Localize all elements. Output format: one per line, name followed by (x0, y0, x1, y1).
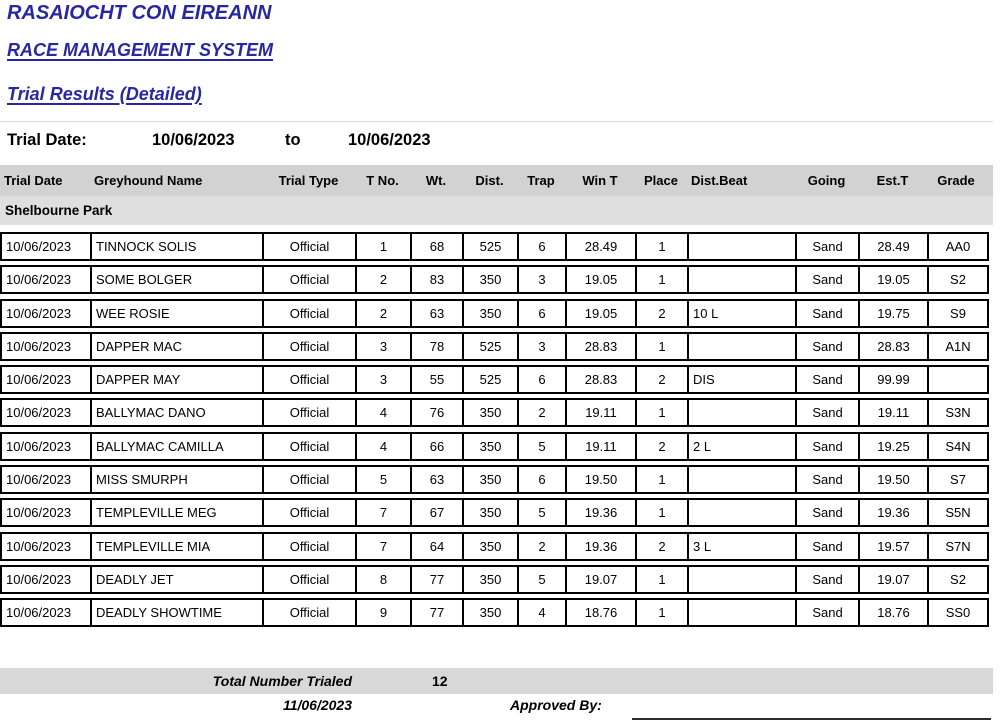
column-header-trap: Trap (527, 173, 555, 188)
cell-greyhound-name: BALLYMAC DANO (92, 400, 264, 425)
cell-trial-date: 10/06/2023 (2, 467, 92, 492)
column-header-trial-date: Trial Date (4, 173, 63, 188)
cell-wt: 67 (412, 500, 464, 525)
cell-place: 1 (637, 267, 689, 292)
cell-grade: S2 (950, 571, 966, 587)
table-row (0, 365, 989, 394)
cell-dist: 525 (464, 234, 519, 259)
cell-trap: 6 (519, 467, 567, 492)
cell-dist: 350 (464, 434, 519, 459)
cell-place: 2 (637, 434, 689, 459)
cell-t-no: 1 (357, 234, 412, 259)
cell-going: Sand (797, 301, 860, 326)
cell-trial-date: 10/06/2023 (2, 400, 92, 425)
cell-dist: 350 (464, 267, 519, 292)
cell-going: Sand (797, 334, 860, 359)
cell-t-no: 4 (357, 434, 412, 459)
cell-grade: SS0 (945, 605, 971, 621)
column-header-est-t: Est.T (876, 173, 909, 188)
cell-dist-beat: 10 L (689, 301, 797, 326)
column-header-win-t: Win T (582, 173, 618, 188)
cell-trial-type: Official (264, 334, 357, 359)
cell-win-t: 19.36 (567, 500, 637, 525)
cell-trial-type: Official (264, 434, 357, 459)
table-row (0, 498, 989, 527)
cell-trial-type: Official (264, 500, 357, 525)
cell-dist: 350 (464, 301, 519, 326)
cell-wt: 77 (412, 600, 464, 625)
cell-dist-beat: 2 L (689, 434, 797, 459)
cell-going: Sand (797, 467, 860, 492)
cell-trial-type: Official (264, 534, 357, 559)
cell-t-no: 7 (357, 500, 412, 525)
cell-trap: 2 (519, 400, 567, 425)
cell-dist-beat: 3 L (689, 534, 797, 559)
cell-place: 1 (637, 500, 689, 525)
column-header-dist-beat: Dist.Beat (691, 173, 748, 188)
cell-wt: 76 (412, 400, 464, 425)
cell-t-no: 5 (357, 467, 412, 492)
cell-wt: 77 (412, 567, 464, 592)
cell-t-no: 3 (357, 334, 412, 359)
trial-date-to: 10/06/2023 (348, 131, 431, 149)
cell-win-t: 19.36 (567, 534, 637, 559)
approved-by-label: Approved By: (510, 697, 602, 713)
cell-greyhound-name: TEMPLEVILLE MIA (92, 534, 264, 559)
cell-est-t: 19.11 (860, 400, 929, 425)
signature-line (632, 718, 991, 720)
column-header-dist: Dist. (475, 173, 504, 188)
total-trialed-label: Total Number Trialed (212, 673, 352, 689)
cell-dist-beat (689, 334, 797, 359)
cell-wt: 64 (412, 534, 464, 559)
cell-trap: 4 (519, 600, 567, 625)
cell-going: Sand (797, 400, 860, 425)
table-row (0, 265, 989, 294)
cell-wt: 78 (412, 334, 464, 359)
cell-place: 2 (637, 367, 689, 392)
cell-win-t: 28.83 (567, 334, 637, 359)
cell-est-t: 18.76 (860, 600, 929, 625)
cell-est-t: 19.07 (860, 567, 929, 592)
trial-date-to-label: to (285, 131, 301, 149)
cell-greyhound-name: SOME BOLGER (92, 267, 264, 292)
cell-trial-date: 10/06/2023 (2, 534, 92, 559)
column-header-grade: Grade (937, 173, 975, 188)
column-header-t-no: T No. (366, 173, 399, 188)
cell-win-t: 19.07 (567, 567, 637, 592)
cell-dist-beat (689, 400, 797, 425)
cell-trial-date: 10/06/2023 (2, 434, 92, 459)
cell-est-t: 28.83 (860, 334, 929, 359)
cell-dist: 525 (464, 334, 519, 359)
cell-trial-date: 10/06/2023 (2, 500, 92, 525)
cell-greyhound-name: BALLYMAC CAMILLA (92, 434, 264, 459)
results-table-body (0, 232, 989, 632)
cell-place: 2 (637, 301, 689, 326)
cell-est-t: 19.50 (860, 467, 929, 492)
cell-wt: 63 (412, 467, 464, 492)
cell-going: Sand (797, 567, 860, 592)
track-name: Shelbourne Park (5, 203, 113, 218)
table-column-headers (0, 165, 993, 196)
table-row (0, 398, 989, 427)
cell-grade: S9 (950, 305, 966, 321)
column-header-place: Place (644, 173, 678, 188)
org-title: RASAIOCHT CON EIREANN (7, 2, 272, 24)
cell-wt: 83 (412, 267, 464, 292)
cell-t-no: 7 (357, 534, 412, 559)
cell-grade: AA0 (945, 239, 971, 254)
cell-grade: A1N (945, 338, 971, 354)
cell-trap: 5 (519, 567, 567, 592)
cell-trial-date: 10/06/2023 (2, 301, 92, 326)
cell-going: Sand (797, 267, 860, 292)
cell-trial-type: Official (264, 600, 357, 625)
column-header-going: Going (807, 173, 846, 188)
cell-place: 1 (637, 467, 689, 492)
cell-win-t: 19.05 (567, 267, 637, 292)
column-header-greyhound-name: Greyhound Name (94, 173, 203, 188)
cell-trap: 6 (519, 301, 567, 326)
cell-place: 1 (637, 400, 689, 425)
cell-t-no: 9 (357, 600, 412, 625)
cell-going: Sand (797, 234, 860, 259)
cell-trial-type: Official (264, 301, 357, 326)
system-title: RACE MANAGEMENT SYSTEM (7, 40, 274, 60)
table-row (0, 232, 989, 261)
cell-place: 1 (637, 567, 689, 592)
cell-est-t: 28.49 (860, 234, 929, 259)
cell-grade: S4N (945, 438, 971, 454)
cell-est-t: 19.25 (860, 434, 929, 459)
table-row (0, 598, 989, 627)
cell-grade (929, 367, 987, 392)
cell-place: 1 (637, 600, 689, 625)
cell-est-t: 19.36 (860, 500, 929, 525)
cell-dist: 350 (464, 534, 519, 559)
cell-trap: 6 (519, 234, 567, 259)
cell-going: Sand (797, 434, 860, 459)
cell-t-no: 8 (357, 567, 412, 592)
cell-trial-date: 10/06/2023 (2, 567, 92, 592)
cell-t-no: 2 (357, 301, 412, 326)
cell-grade: S5N (945, 505, 971, 521)
cell-greyhound-name: MISS SMURPH (92, 467, 264, 492)
cell-greyhound-name: DEADLY JET (92, 567, 264, 592)
column-header-trial-type: Trial Type (278, 173, 339, 188)
cell-trap: 2 (519, 534, 567, 559)
cell-trial-date: 10/06/2023 (2, 600, 92, 625)
cell-dist-beat (689, 234, 797, 259)
cell-trial-date: 10/06/2023 (2, 367, 92, 392)
cell-greyhound-name: TEMPLEVILLE MEG (92, 500, 264, 525)
cell-win-t: 28.49 (567, 234, 637, 259)
cell-dist-beat (689, 267, 797, 292)
cell-dist: 350 (464, 467, 519, 492)
cell-win-t: 19.05 (567, 301, 637, 326)
cell-dist-beat (689, 600, 797, 625)
cell-t-no: 4 (357, 400, 412, 425)
cell-dist-beat (689, 500, 797, 525)
cell-est-t: 19.57 (860, 534, 929, 559)
cell-est-t: 19.05 (860, 267, 929, 292)
cell-greyhound-name: DAPPER MAY (92, 367, 264, 392)
cell-est-t: 19.75 (860, 301, 929, 326)
cell-win-t: 19.50 (567, 467, 637, 492)
cell-greyhound-name: TINNOCK SOLIS (92, 234, 264, 259)
cell-grade: S2 (950, 272, 966, 288)
cell-trial-type: Official (264, 267, 357, 292)
cell-trial-type: Official (264, 234, 357, 259)
cell-grade: S7N (945, 538, 971, 554)
column-header-wt: Wt. (425, 173, 447, 188)
cell-dist: 525 (464, 367, 519, 392)
cell-greyhound-name: WEE ROSIE (92, 301, 264, 326)
cell-going: Sand (797, 534, 860, 559)
cell-trap: 5 (519, 434, 567, 459)
cell-place: 1 (637, 334, 689, 359)
cell-going: Sand (797, 500, 860, 525)
cell-est-t: 99.99 (860, 367, 929, 392)
report-print-date: 11/06/2023 (282, 697, 352, 713)
total-trialed-value: 12 (432, 673, 448, 689)
cell-wt: 55 (412, 367, 464, 392)
cell-dist: 350 (464, 567, 519, 592)
trial-date-from: 10/06/2023 (152, 131, 235, 149)
table-row (0, 432, 989, 461)
cell-win-t: 19.11 (567, 434, 637, 459)
cell-wt: 66 (412, 434, 464, 459)
cell-trial-date: 10/06/2023 (2, 267, 92, 292)
header-divider (0, 121, 993, 122)
cell-greyhound-name: DEADLY SHOWTIME (92, 600, 264, 625)
table-row (0, 299, 989, 328)
cell-t-no: 2 (357, 267, 412, 292)
cell-trial-type: Official (264, 367, 357, 392)
cell-trial-type: Official (264, 567, 357, 592)
cell-trap: 3 (519, 334, 567, 359)
cell-dist: 350 (464, 400, 519, 425)
cell-t-no: 3 (357, 367, 412, 392)
table-row (0, 532, 989, 561)
cell-trap: 6 (519, 367, 567, 392)
table-row (0, 465, 989, 494)
cell-trap: 3 (519, 267, 567, 292)
table-row (0, 332, 989, 361)
cell-dist: 350 (464, 600, 519, 625)
track-section-header (0, 196, 993, 225)
cell-place: 1 (637, 234, 689, 259)
cell-dist-beat (689, 567, 797, 592)
trial-date-label: Trial Date: (7, 131, 87, 149)
cell-wt: 68 (412, 234, 464, 259)
cell-trial-type: Official (264, 467, 357, 492)
cell-trap: 5 (519, 500, 567, 525)
cell-dist-beat (689, 467, 797, 492)
table-row (0, 565, 989, 594)
cell-dist-beat: DIS (689, 367, 797, 392)
cell-win-t: 28.83 (567, 367, 637, 392)
cell-grade: S3N (945, 405, 971, 421)
cell-trial-date: 10/06/2023 (2, 334, 92, 359)
cell-wt: 63 (412, 301, 464, 326)
cell-greyhound-name: DAPPER MAC (92, 334, 264, 359)
cell-place: 2 (637, 534, 689, 559)
cell-win-t: 18.76 (567, 600, 637, 625)
cell-grade: S7 (950, 472, 966, 488)
report-title: Trial Results (Detailed) (7, 84, 202, 104)
cell-going: Sand (797, 367, 860, 392)
cell-going: Sand (797, 600, 860, 625)
cell-trial-type: Official (264, 400, 357, 425)
cell-trial-date: 10/06/2023 (2, 234, 92, 259)
cell-win-t: 19.11 (567, 400, 637, 425)
cell-dist: 350 (464, 500, 519, 525)
